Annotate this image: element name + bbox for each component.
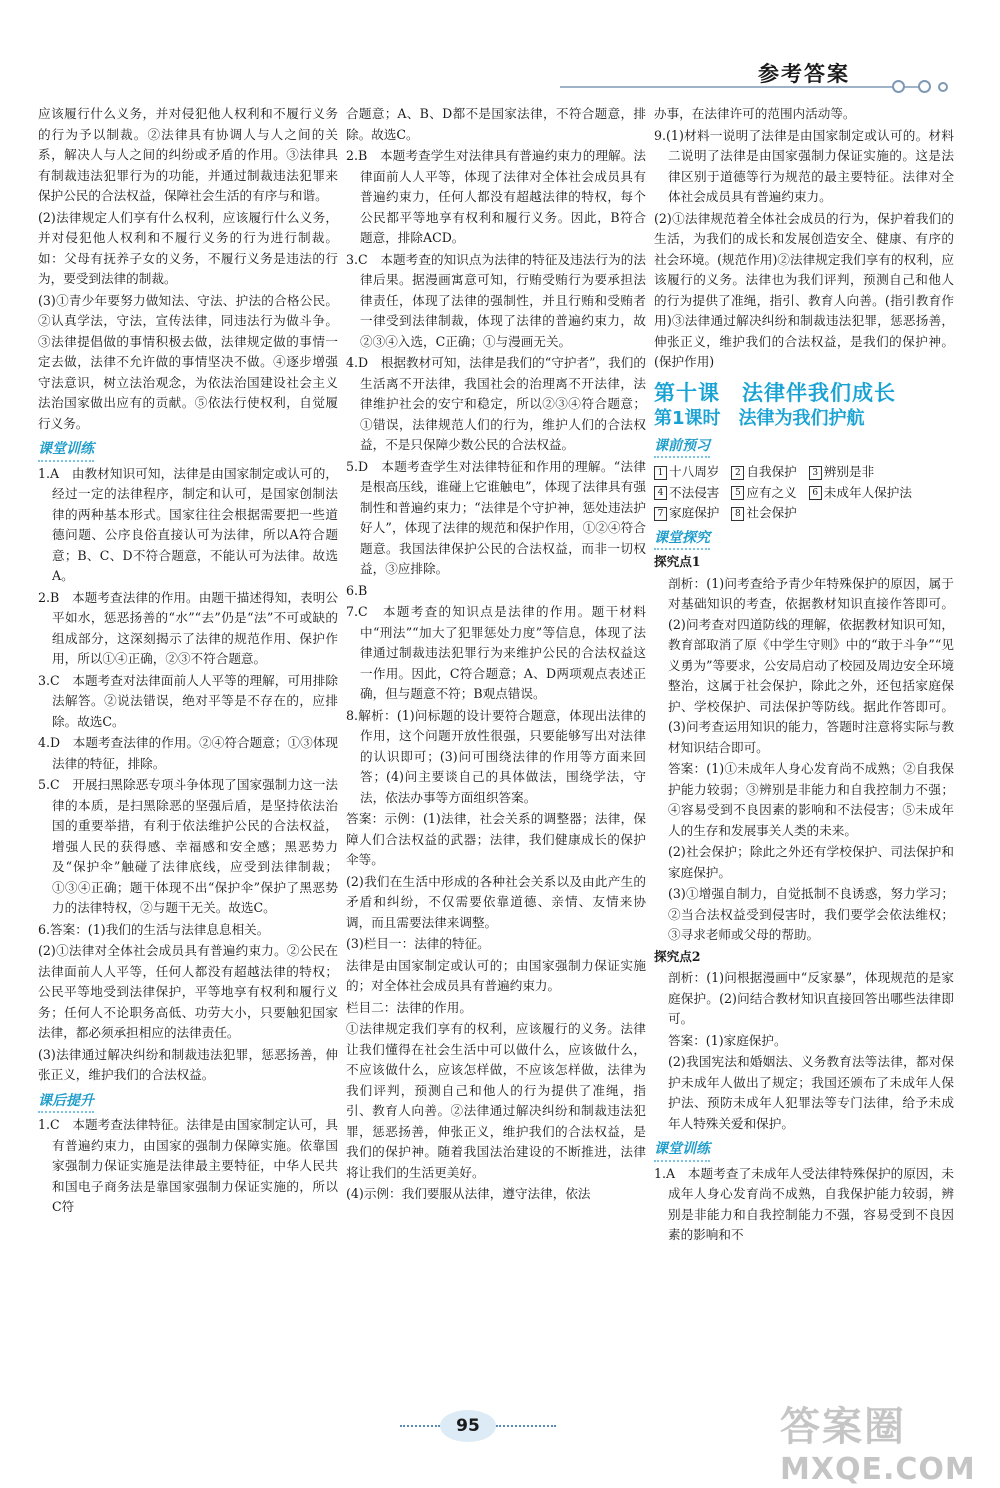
column-left [38,104,338,1219]
paragraph: 答案：(1)家庭保护。 [668,1032,787,1048]
paragraph: (2)我们在生活中形成的各种社会关系以及由此产生的矛盾和纠纷，不仅需要依靠道德、亲情、友情来协调，而且需要法律来调整。 [346,873,646,930]
answer-item: 5.C 开展扫黑除恶专项斗争体现了国家强制力这一法律的本质，是扫黑除恶的坚强后盾，是坚持依法治国的重要举措，有利于依法维护公民的合法权益，增强人民的获得感、幸福感和安全感；黑恶势力及“保护伞”触碰了法律底线，应受到法律制裁；①③④正确；题干体现不出“保护伞”保护了黑恶势力的法律特权，②与题干无关。故选C。 [38,777,338,915]
answer-item: 2.B 本题考查学生对法律具有普遍约束力的理解。法律面前人人平等，体现了法律对全体社会成员具有普遍约束力，任何人都没有超越法律的特权，每个公民都平等地享有权利和履行义务。因此，B符合题意，排除ACD。 [346,148,646,245]
answer-item: 3.C 本题考查对法律面前人人平等的理解，可用排除法解答。②说法错误，绝对平等是不存在的，应排除。故选C。 [38,672,338,729]
header-rule [560,86,930,88]
paragraph: (3)①青少年要努力做知法、守法、护法的合格公民。②认真学法，守法，宣传法律，同违法行为做斗争。③法律提倡做的事情积极去做，法律规定做的事情一定去做，法律不允许做的事情坚决不做。④逐步增强守法意识，树立法治观念，为依法治国建设社会主义法治国家做出应有的贡献。⑤依法行使权利，自觉履行义务。 [38,292,338,431]
preview-text: 自我保护 [746,464,797,479]
page-number: 95 [440,1410,496,1442]
header-ornament [892,80,905,93]
answer-item: 1.A 本题考查了未成年人受法律特殊保护的原因，未成年人身心发育尚不成熟，自我保护能力较弱，辨别是非能力和自我控制能力不强，容易受到不良因素的影响和不 [654,1165,954,1242]
header-ornament [918,80,931,93]
paragraph: (2)我国宪法和婚姻法、义务教育法等法律，都对保护未成年人做出了规定；我国还颁布了未成年人保护法、预防未成年人犯罪法等专门法律，给予未成年人特殊关爱和保护。 [668,1054,954,1131]
answer-item: 1.A 由教材知识可知，法律是由国家制定或认可的，经过一定的法律程序，制定和认可，是国家创制法律的两种基本形式。国家往往会根据需要把一些道德问题、公序良俗直接认可为法律，所以A符合题意；B、C、D不符合题意，不能认可为法律。故选A。 [38,465,338,583]
answer-item: 6.答案：(1)我们的生活与法律息息相关。 [38,921,270,937]
paragraph: (2)①法律对全体社会成员具有普遍约束力。②公民在法律面前人人平等，任何人都没有超越法律的特权；公民平等地受到法律保护，平等地享有权利和履行义务；任何人不论职务高低、功劳大小，只要触犯国家法律，都必须承担相应的法律责任。 [38,943,338,1040]
header-title: 参考答案 [758,62,850,86]
preview-text: 不法侵害 [669,484,720,500]
paragraph: (2)社会保护；除此之外还有学校保护、司法保护和家庭保护。 [668,844,954,880]
paragraph: 办事，在法律许可的范围内活动等。 [654,106,856,121]
paragraph: (4)示例：我们要服从法律，遵守法律，依法 [346,1186,591,1201]
watermark-title: 答案圈 [780,1404,906,1450]
paragraph: ①法律规定我们享有的权利，应该履行的义务。法律让我们懂得在社会生活中可以做什么，应该做什么，不应该做什么，应该怎样做，不应该怎样做，法律为我们评判，预测自己和他人的行为提供了准绳，指引、教育人向善。②法律通过解决纠纷和制裁违法犯罪，惩恶扬善，伸张正义，维护我们的合法权益，是我们的保护神。随着我国法治建设的不断推进，法律将让我们的生活更美好。 [346,1021,646,1180]
preview-text: 家庭保护 [669,505,720,520]
preview-item [731,503,796,524]
paragraph: 法律是由国家制定或认可的；由国家强制力保证实施的；对全体社会成员具有普遍约束力。 [346,957,646,993]
column-middle [346,104,646,1206]
paragraph: 剖析：(1)问根据漫画中“反家暴”，体现规范的是家庭保护。(2)问结合教材知识直接回答出哪些法律即可。 [668,970,954,1026]
paragraph: 应该履行什么义务，并对侵犯他人权利和不履行义务的行为予以制裁。②法律具有协调人与人之间的关系，解决人与人之间的纠纷或矛盾的作用。③法律具有制裁违法犯罪行为的功能，并通过制裁违法犯罪来保护公民的合法权益，保障社会生活的有序与和谐。 [38,106,338,203]
footer-dotted-rule [400,1425,440,1427]
preview-text: 辨别是非 [823,464,875,479]
preview-text: 未成年人保护法 [823,484,912,500]
preview-item [809,483,912,504]
number-box: 3 [809,466,822,480]
number-box: 1 [654,466,667,480]
preview-item [654,483,719,504]
section-heading: 课堂训练 [38,439,94,462]
answer-item: 3.C 本题考查的知识点为法律的特征及违法行为的法律后果。据漫画寓意可知，行贿受贿行为要承担法律责任，体现了法律的强制性，并且行贿和受贿者一律受到法律制裁，体现了法律的普遍约束力，故②③④入选，C正确；①与漫画无关。 [346,251,646,349]
answer-item: 4.D 根据教材可知，法律是我们的“守护者”，我们的生活离不开法律，我国社会的治理离不开法律，法律维护社会的安宁和稳定，所以②③④符合题意；①错误，法律规范人们的行为，维护人们的合法权益，不是只保障少数公民的合法权益。 [346,355,646,452]
number-box: 6 [809,486,822,500]
header-ornament [938,82,948,92]
paragraph: 答案：(1)①未成年人身心发育尚不成熟；②自我保护能力较弱；③辨别是非能力和自我控制力不强；④容易受到不良因素的影响和不法侵害；⑤未成年人的生存和发展事关人类的未来。 [668,761,954,838]
preview-answer-list [654,462,954,524]
preview-item [654,462,719,483]
column-right [654,104,954,1247]
answer-item: 6.B [346,582,368,598]
paragraph: (3)法律通过解决纠纷和制裁违法犯罪，惩恶扬善，伸张正义，维护我们的合法权益。 [38,1046,338,1082]
number-box: 7 [654,507,667,521]
preview-text: 社会保护 [746,505,797,520]
paragraph: (3)①增强自制力，自觉抵制不良诱惑，努力学习；②当合法权益受到侵害时，我们要学会依法维权；③寻求老师或父母的帮助。 [668,886,954,942]
preview-item [731,483,796,504]
paragraph: 合题意；A、B、D都不是国家法律，不符合题意，排除。故选C。 [346,106,646,142]
answer-item: 9.(1)材料一说明了法律是由国家制定或认可的。材料二说明了法律是由国家强制力保证实施的。这是法律区别于道德等行为规范的最主要特征。法律对全体社会成员具有普遍约束力。 [654,127,954,204]
paragraph: 栏目二：法律的作用。 [346,999,472,1015]
preview-item [731,462,796,483]
section-heading: 课前预习 [654,436,710,459]
number-box: 8 [731,507,744,521]
subsection-label: 探究点1 [654,554,701,569]
watermark-logo [780,1395,980,1485]
preview-item [654,503,719,524]
answer-item: 2.B 本题考查法律的作用。由题干描述得知，表明公平如水，惩恶扬善的“水”“去”仍是“法”不可或缺的组成部分，这深刻揭示了法律的规范作用、保护作用，所以①④正确，②③不符合题意。 [38,589,338,666]
section-heading: 课堂训练 [654,1139,710,1162]
number-box: 4 [654,486,667,500]
subsection-label: 探究点2 [654,948,701,964]
paragraph: (2)法律规定人们享有什么权利，应该履行什么义务，并对侵犯他人权利和不履行义务的行为进行制裁。如：父母有抚养子女的义务，不履行义务是违法的行为，要受到法律的制裁。 [38,209,338,286]
answer-item: 5.D 本题考查学生对法律特征和作用的理解。“法律是根高压线，谁碰上它谁触电”，体现了法律具有强制性和普遍约束力；“法律是个守护神，惩处违法护好人”，体现了法律的规范和保护作用，①②④符合题意。我国法律保护公民的合法权益，而非一切权益，③应排除。 [346,458,646,576]
answer-item: 1.C 本题考查法律特征。法律是由国家制定认可，具有普遍约束力，由国家的强制力保障实施。依靠国家强制力保证实施是法律最主要特征，中华人民共和国电子商务法是靠国家强制力保证实施的，所以C符 [38,1117,338,1214]
paragraph: (2)①法律规范着全体社会成员的行为，保护着我们的生活，为我们的成长和发展创造安全、健康、有序的社会环境。(规范作用)②法律规定我们享有的权利，应该履行的义务。法律也为我们评判，预测自己和他人的行为提供了准绳，指引、教育人向善。(指引教育作用)③法律通过解决纠纷和制裁违法犯罪，惩恶扬善，伸张正义，维护我们的合法权益，是我们的保护神。(保护作用) [654,210,954,369]
number-box: 5 [731,486,744,500]
section-heading: 课堂探究 [654,528,710,551]
preview-text: 十八周岁 [669,464,720,479]
answer-item: 8.解析：(1)问标题的设计要符合题意，体现出法律的作用，这个问题开放性很强，只要能够写出对法律的认识即可；(3)问可围绕法律的作用等方面来回答；(4)问主要谈自己的具体做法，围绕学法，守法，依法办事等方面组织答案。 [346,707,646,805]
watermark-url: MXQE.COM [780,1452,976,1487]
section-heading: 课后提升 [38,1091,94,1114]
preview-text: 应有之义 [746,484,797,500]
lesson-title: 第十课 法律伴我们成长 [654,380,896,405]
answer-item: 4.D 本题考查法律的作用。②④符合题意；①③体现法律的特征，排除。 [38,735,338,771]
paragraph: 剖析：(1)问考查给予青少年特殊保护的原因，属于对基础知识的考查，依据教材知识直接作答即可。(2)问考查对四道防线的理解，依据教材知识可知，教育部取消了原《中学生守则》中的“敢于斗争”“见义勇为”等要求，公安局启动了校园及周边安全环境整治，这属于社会保护，除此之外，还包括家庭保护、学校保护、司法保护等防线。据此作答即可。(3)问考查运用知识的能力，答题时注意将实际与教材知识结合即可。 [668,575,954,755]
footer-dotted-rule [496,1425,556,1427]
number-box: 2 [731,466,744,480]
paragraph: (3)栏目一：法律的特征。 [346,936,490,951]
period-title: 第1课时 法律为我们护航 [654,408,865,429]
page-header [0,0,1000,110]
answer-item: 7.C 本题考查的知识点是法律的作用。题干材料中“刑法”“加大了犯罪惩处力度”等信息，体现了法律通过制裁违法犯罪行为来维护公民的合法权益这一作用。因此，C符合题意；A、D两项观点表述正确，但与题意不符；B观点错误。 [346,604,646,701]
paragraph: 答案：示例：(1)法律，社会关系的调整器；法律，保障人们合法权益的武器；法律，我们健康成长的保护伞等。 [346,811,646,867]
preview-item [809,462,874,483]
